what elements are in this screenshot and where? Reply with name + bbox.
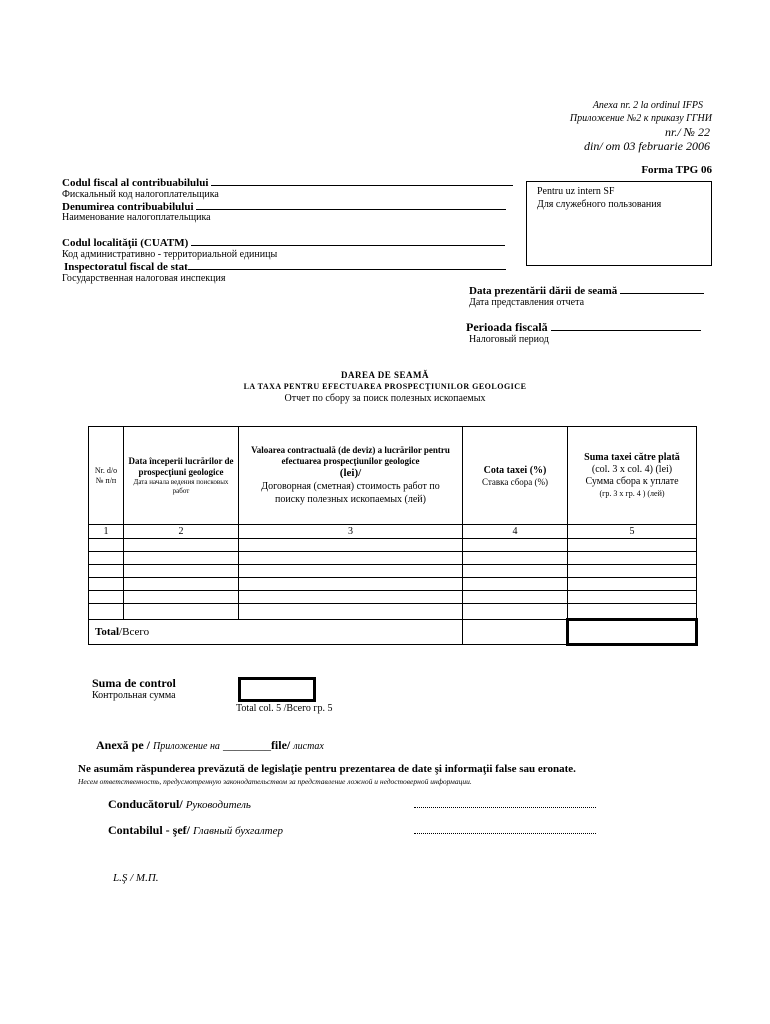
inspectorate-label-ru: Государственная налоговая инспекция bbox=[62, 273, 226, 284]
fiscal-code-label: Codul fiscal al contribuabilului bbox=[62, 176, 513, 189]
table-cell[interactable] bbox=[568, 604, 697, 620]
fiscal-period-label-ru: Налоговый период bbox=[469, 334, 549, 345]
table-cell[interactable] bbox=[124, 552, 239, 565]
fiscal-period-field[interactable] bbox=[551, 321, 701, 331]
fiscal-code-label-ru: Фискальный код налогоплательщика bbox=[62, 189, 219, 200]
accountant-signature-line[interactable] bbox=[414, 832, 596, 834]
col-header-number: Nr. d/o № п/п bbox=[89, 427, 124, 525]
control-sum-note: Total col. 5 /Всего гр. 5 bbox=[236, 703, 333, 714]
director-label: Conducătorul/ Руководитель bbox=[108, 797, 251, 811]
table-row bbox=[89, 604, 697, 620]
table-cell[interactable] bbox=[463, 578, 568, 591]
document-title: DAREA DE SEAMĂ bbox=[340, 370, 429, 380]
table-cell[interactable] bbox=[239, 552, 463, 565]
table-cell[interactable] bbox=[239, 539, 463, 552]
annex-number: nr./ № 22 bbox=[665, 125, 710, 139]
table-header-row bbox=[89, 427, 697, 525]
table-cell[interactable] bbox=[568, 565, 697, 578]
taxpayer-name-label: Denumirea contribuabilului bbox=[62, 200, 506, 213]
internal-use-label: Pentru uz intern SF bbox=[537, 186, 615, 197]
table-cell[interactable] bbox=[89, 539, 124, 552]
col-header-tax-amount: Suma taxei către plată (col. 3 x col. 4) (lei) Сумма сбора к уплате (гр. 3 x гр. 4 ) (лей) bbox=[568, 427, 697, 525]
table-row bbox=[89, 578, 697, 591]
col-header-tax-rate: Cota taxei (%) Ставка сбора (%) bbox=[463, 427, 568, 525]
table-cell[interactable] bbox=[239, 591, 463, 604]
table-cell[interactable] bbox=[124, 591, 239, 604]
column-number: 1 bbox=[89, 525, 124, 539]
total-row bbox=[89, 620, 697, 645]
table-cell[interactable] bbox=[568, 539, 697, 552]
report-date-label: Data prezentării dării de seamă bbox=[469, 284, 704, 297]
table-cell[interactable] bbox=[463, 539, 568, 552]
locality-code-field[interactable] bbox=[191, 236, 505, 246]
report-table bbox=[88, 426, 698, 646]
annex-line-1: Anexa nr. 2 la ordinul IFPS bbox=[592, 100, 703, 111]
form-label: Forma TPG 06 bbox=[641, 164, 712, 176]
table-cell[interactable] bbox=[239, 578, 463, 591]
table-cell[interactable] bbox=[463, 565, 568, 578]
control-sum-field[interactable] bbox=[238, 677, 316, 702]
report-date-label-ru: Дата представления отчета bbox=[469, 297, 585, 308]
document-subtitle: LA TAXA PENTRU EFECTUAREA PROSPECŢIUNILOR GEOLOGICE bbox=[243, 382, 527, 391]
table-cell[interactable] bbox=[463, 591, 568, 604]
table-cell[interactable] bbox=[89, 604, 124, 620]
table-cell[interactable] bbox=[124, 565, 239, 578]
table-cell[interactable] bbox=[89, 565, 124, 578]
table-cell[interactable] bbox=[568, 591, 697, 604]
col-header-contract-value: Valoarea contractuală (de deviz) a lucrărilor pentru efectuarea prospecţiunilor geologice (lei)/ Договорная (сметная) стоимость работ по поиску полезных ископаемых (лей) bbox=[239, 427, 463, 525]
table-cell[interactable] bbox=[89, 578, 124, 591]
locality-code-label-ru: Код административно - территориальной единицы bbox=[62, 249, 278, 260]
table-cell[interactable] bbox=[568, 552, 697, 565]
column-number-row bbox=[89, 525, 697, 539]
table-row bbox=[89, 591, 697, 604]
table-cell[interactable] bbox=[239, 604, 463, 620]
director-signature-line[interactable] bbox=[414, 806, 596, 808]
table-row bbox=[89, 539, 697, 552]
table-cell[interactable] bbox=[463, 552, 568, 565]
annex-files-count[interactable]: ________ bbox=[222, 738, 271, 752]
total-label: Total/Всего bbox=[89, 620, 463, 645]
stamp-placeholder: L.Ş / М.П. bbox=[113, 872, 159, 884]
fiscal-code-field[interactable] bbox=[211, 176, 513, 186]
locality-code-label: Codul localităţii (CUATM) bbox=[62, 236, 505, 249]
table-cell[interactable] bbox=[463, 604, 568, 620]
total-rate-cell bbox=[463, 620, 568, 645]
total-amount-cell[interactable] bbox=[568, 620, 697, 645]
table-cell[interactable] bbox=[124, 578, 239, 591]
table-cell[interactable] bbox=[568, 578, 697, 591]
report-date-field[interactable] bbox=[620, 284, 704, 294]
annex-date: din/ от 03 februarie 2006 bbox=[584, 139, 710, 153]
table-row bbox=[89, 565, 697, 578]
column-number: 4 bbox=[463, 525, 568, 539]
responsibility-statement: Ne asumăm răspunderea prevăzută de legislaţie pentru prezentarea de date şi informaţii false sau eronate. bbox=[78, 763, 576, 775]
control-sum-label-ru: Контрольная сумма bbox=[92, 690, 176, 701]
col-header-start-date: Data începerii lucrărilor de prospecţiuni geologice Дата начала ведения поисковых работ bbox=[124, 427, 239, 525]
table-cell[interactable] bbox=[239, 565, 463, 578]
taxpayer-name-field[interactable] bbox=[196, 200, 506, 210]
column-number: 3 bbox=[239, 525, 463, 539]
taxpayer-name-label-ru: Наименование налогоплательщика bbox=[62, 212, 211, 223]
accountant-label: Contabilul - şef/ Главный бухгалтер bbox=[108, 823, 283, 837]
internal-use-box bbox=[526, 181, 712, 266]
inspectorate-label: Inspectoratul fiscal de stat bbox=[64, 260, 506, 273]
column-number: 5 bbox=[568, 525, 697, 539]
table-cell[interactable] bbox=[89, 552, 124, 565]
table-cell[interactable] bbox=[124, 604, 239, 620]
inspectorate-field[interactable] bbox=[188, 260, 506, 270]
fiscal-period-label: Perioada fiscală bbox=[466, 320, 701, 335]
annex-files-line: Anexă pe / Приложение на ________file/ листах bbox=[96, 738, 324, 752]
control-sum-label: Suma de control bbox=[92, 676, 176, 690]
document-title-ru: Отчет по сбору за поиск полезных ископаемых bbox=[284, 393, 486, 404]
column-number: 2 bbox=[124, 525, 239, 539]
responsibility-statement-ru: Несем ответственность, предусмотренную законодательством за представление ложной и недостоверной информации. bbox=[78, 777, 472, 786]
table-cell[interactable] bbox=[124, 539, 239, 552]
table-cell[interactable] bbox=[89, 591, 124, 604]
table-row bbox=[89, 552, 697, 565]
internal-use-label-ru: Для служебного пользования bbox=[537, 199, 662, 210]
annex-line-2: Приложение №2 к приказу ГГНИ bbox=[569, 113, 712, 124]
